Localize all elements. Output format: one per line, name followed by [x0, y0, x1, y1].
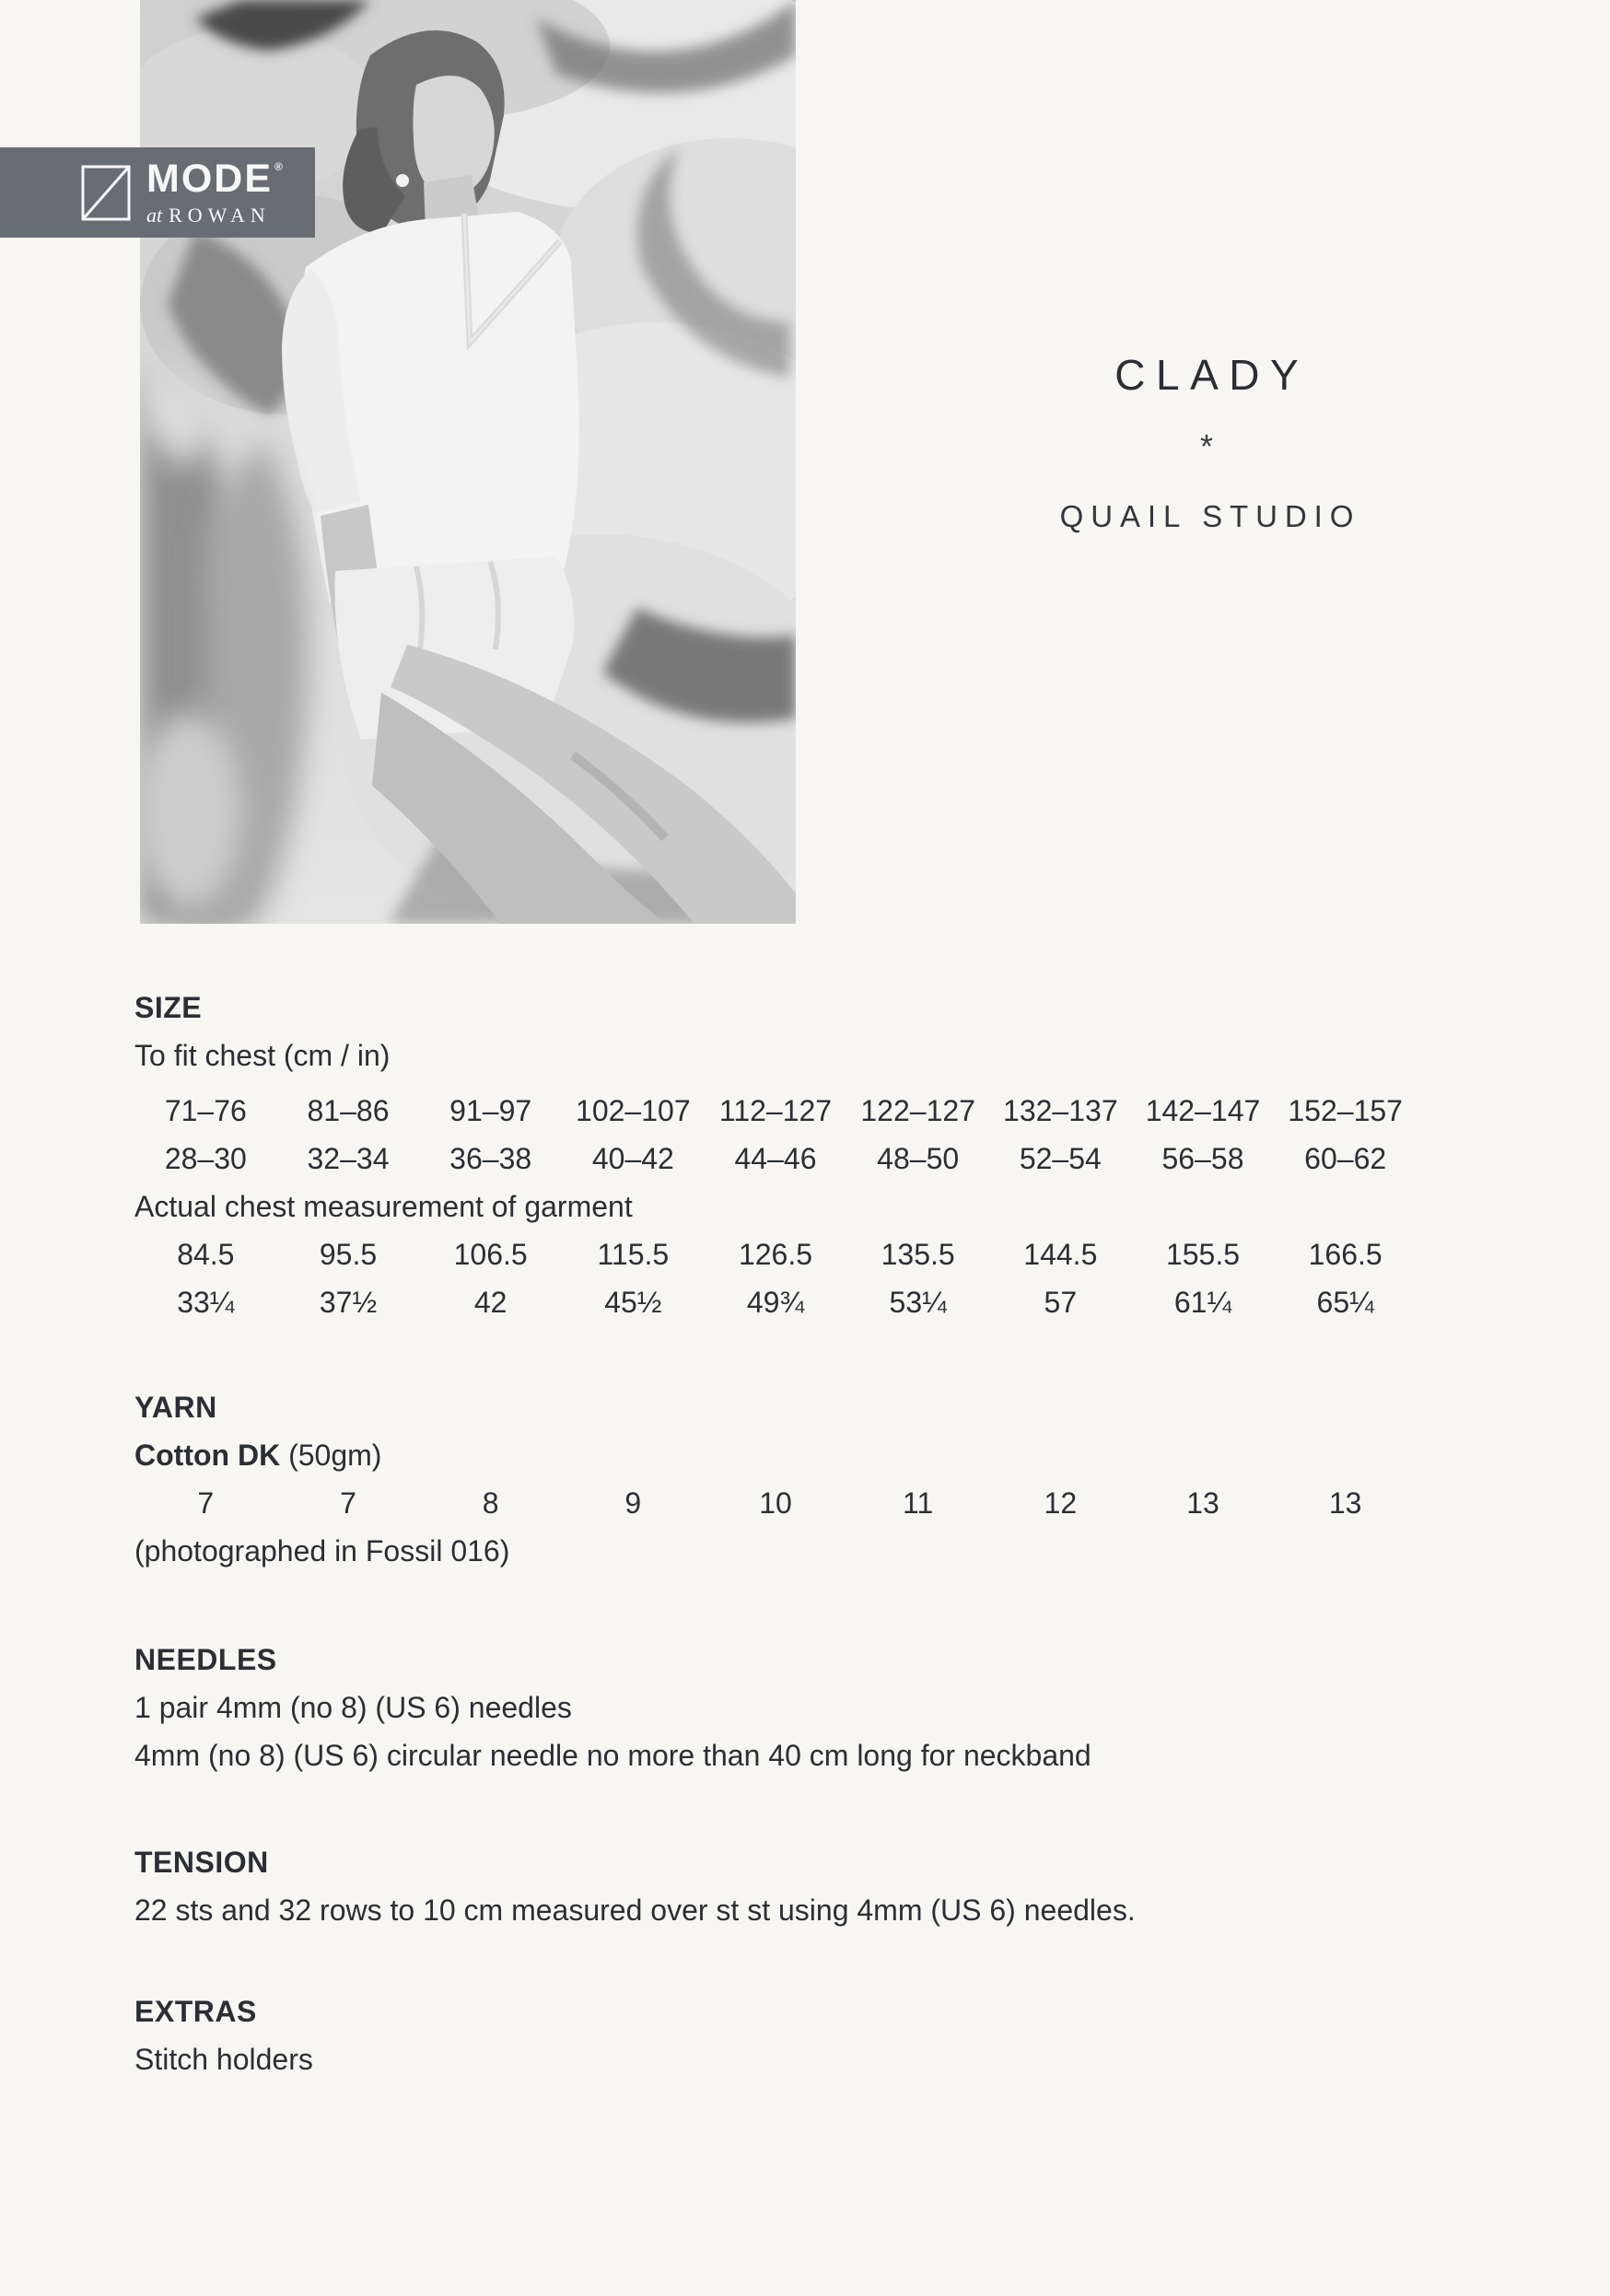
yarn-quantity-value: 12	[1044, 1486, 1078, 1520]
size-actual-cm-value: 106.5	[453, 1238, 528, 1271]
size-actual-label: Actual chest measurement of garment	[134, 1190, 633, 1223]
size-actual-cm-value: 135.5	[881, 1238, 955, 1271]
tension-section	[134, 1838, 1452, 1934]
size-actual-in-value: 57	[1044, 1286, 1078, 1319]
size-actual-cm-value: 115.5	[597, 1238, 670, 1271]
size-to-fit-cm-value: 71–76	[164, 1094, 247, 1127]
size-actual-in-row	[134, 1278, 1417, 1326]
size-to-fit-in-value: 44–46	[734, 1142, 817, 1175]
logo-mode-text: MODE ®	[146, 157, 285, 201]
size-section	[134, 984, 1452, 1326]
logo-at-rowan-text: at ROWAN	[146, 204, 271, 227]
yarn-quantities-row	[134, 1479, 1417, 1527]
yarn-quantity-value: 7	[340, 1486, 356, 1520]
needles-section	[134, 1636, 1452, 1779]
title-separator-asterisk: *	[1199, 427, 1213, 465]
tension-line: 22 sts and 32 rows to 10 cm measured over st st using 4mm (US 6) needles.	[134, 1894, 1136, 1927]
yarn-heading: YARN	[134, 1391, 217, 1424]
size-to-fit-cm-value: 91–97	[449, 1094, 532, 1127]
needles-line-2: 4mm (no 8) (US 6) circular needle no more than 40 cm long for neckband	[134, 1739, 1091, 1772]
size-actual-in-value: 45½	[604, 1286, 662, 1319]
size-to-fit-label: To fit chest (cm / in)	[134, 1039, 391, 1072]
size-actual-in-value: 37½	[319, 1286, 378, 1319]
tension-heading: TENSION	[134, 1846, 269, 1879]
size-to-fit-in-value: 36–38	[449, 1142, 532, 1175]
size-to-fit-cm-value: 122–127	[860, 1094, 975, 1127]
logo-square-icon	[81, 165, 131, 221]
size-actual-cm-value: 144.5	[1023, 1238, 1098, 1271]
extras-heading: EXTRAS	[134, 1995, 257, 2028]
size-actual-in-value: 53¼	[889, 1286, 947, 1319]
size-actual-in-value: 65¼	[1316, 1286, 1374, 1319]
size-to-fit-cm-value: 102–107	[576, 1094, 691, 1127]
size-to-fit-in-value: 40–42	[591, 1142, 674, 1175]
yarn-quantity-value: 9	[624, 1486, 642, 1520]
size-actual-cm-value: 126.5	[738, 1238, 813, 1271]
pattern-details	[134, 939, 1452, 2083]
size-actual-cm-value: 84.5	[177, 1238, 235, 1271]
size-to-fit-in-value: 52–54	[1019, 1142, 1102, 1175]
size-actual-cm-value: 155.5	[1165, 1238, 1241, 1271]
size-to-fit-in-value: 60–62	[1304, 1142, 1387, 1175]
needles-line-1: 1 pair 4mm (no 8) (US 6) needles	[134, 1691, 572, 1724]
yarn-name: Cotton DK	[134, 1439, 281, 1472]
needles-heading: NEEDLES	[134, 1643, 277, 1676]
size-actual-in-value: 42	[473, 1286, 508, 1319]
size-actual-in-value: 33¼	[177, 1286, 235, 1319]
model-photo-illustration	[140, 0, 796, 924]
size-to-fit-cm-value: 81–86	[307, 1094, 390, 1127]
yarn-quantity-value: 13	[1186, 1486, 1219, 1520]
yarn-section	[134, 1383, 1452, 1575]
size-actual-in-value: 61¼	[1173, 1286, 1232, 1319]
pattern-title: CLADY	[1114, 351, 1310, 399]
size-actual-cm-value: 95.5	[319, 1238, 378, 1271]
model-photo	[140, 0, 796, 924]
yarn-quantity-value: 11	[903, 1486, 934, 1520]
yarn-ball-weight: (50gm)	[280, 1439, 382, 1472]
yarn-quantity-value: 13	[1328, 1486, 1362, 1520]
designer-name: QUAIL STUDIO	[1059, 499, 1361, 533]
size-actual-cm-row	[134, 1230, 1417, 1278]
mode-at-rowan-logo	[0, 147, 315, 238]
yarn-spec-line	[134, 1431, 1452, 1479]
yarn-quantity-value: 7	[197, 1486, 215, 1520]
title-block	[930, 350, 1483, 534]
size-actual-in-value: 49¾	[746, 1286, 805, 1319]
size-to-fit-in-value: 28–30	[164, 1142, 247, 1175]
yarn-quantity-value: 8	[482, 1486, 499, 1520]
size-to-fit-in-row	[134, 1135, 1417, 1183]
yarn-quantity-value: 10	[759, 1486, 792, 1520]
size-to-fit-cm-value: 152–157	[1288, 1094, 1403, 1127]
logo-wordmark	[146, 159, 285, 226]
extras-line: Stitch holders	[134, 2043, 313, 2076]
size-to-fit-cm-value: 132–137	[1003, 1094, 1118, 1127]
size-to-fit-cm-row	[134, 1087, 1417, 1135]
size-to-fit-in-value: 48–50	[877, 1142, 960, 1175]
registered-trademark: ®	[274, 160, 285, 173]
size-actual-cm-value: 166.5	[1308, 1238, 1382, 1271]
size-heading: SIZE	[134, 991, 203, 1024]
size-to-fit-cm-value: 142–147	[1145, 1094, 1261, 1127]
extras-section	[134, 1987, 1452, 2083]
size-to-fit-cm-value: 112–127	[718, 1094, 833, 1127]
size-to-fit-in-value: 32–34	[307, 1142, 390, 1175]
size-to-fit-in-value: 56–58	[1161, 1142, 1244, 1175]
yarn-photographed-note: (photographed in Fossil 016)	[134, 1534, 510, 1568]
